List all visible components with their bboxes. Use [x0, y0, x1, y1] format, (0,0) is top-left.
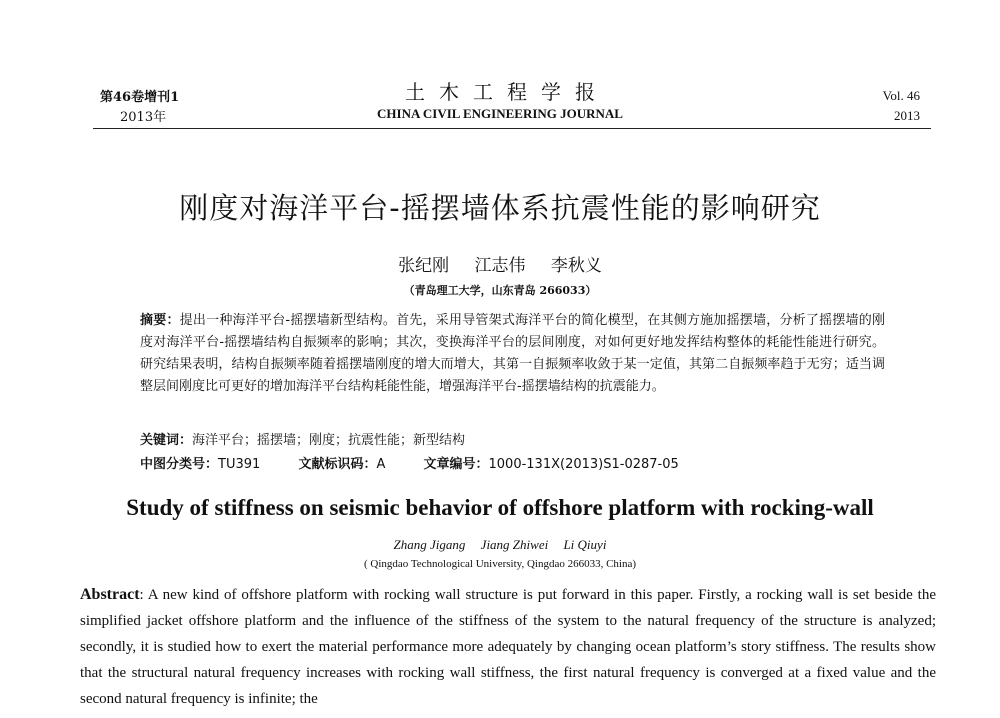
doc-code-label: 文献标识码：: [298, 457, 377, 472]
header-divider: [93, 128, 931, 129]
clc-value: TU391: [218, 457, 261, 472]
volume-year-en: 2013: [894, 108, 920, 123]
author-cn: 李秋义: [550, 256, 602, 276]
keywords-cn-text: 海洋平台；摇摆墙；刚度；抗震性能；新型结构: [192, 433, 466, 448]
journal-masthead: [0, 80, 1000, 124]
affiliation-en: ( Qingdao Technological University, Qingdao 266033, China): [363, 558, 637, 570]
author-cn: 张纪刚: [398, 256, 450, 276]
clc-label: 中图分类号：: [140, 457, 219, 472]
author-en: Li Qiuyi: [563, 537, 607, 552]
author-cn: 江志伟: [474, 256, 526, 276]
affiliation-cn: （青岛理工大学，山东青岛 266033）: [403, 284, 597, 297]
classification-line: [140, 454, 885, 476]
paper-title-cn: 刚度对海洋平台-摇摆墙体系抗震性能的影响研究: [179, 191, 821, 225]
abstract-en-text: : A new kind of offshore platform with rocking wall structure is put forward in this paper. Firstly, a rocking wall is set beside the simplified jacket offshore platform and the influence of the stiffness of the system to the natural frequency of the structure is analyzed; secondly, it is studied how to exert the material performance more adequately by changing ocean platform’s story stiffness. The results show that the structural natural frequency increases with rocking wall stiffness, the first natural frequency is converged at a fixed value and the second natural frequency is infinite; the: [80, 587, 936, 707]
abstract-cn-label: 摘要：: [140, 313, 180, 328]
abstract-cn-text: 提出一种海洋平台-摇摆墙新型结构。首先，采用导管架式海洋平台的简化模型，在其侧方施加摇摆墙，分析了摇摆墙的刚度对海洋平台-摇摆墙结构自振频率的影响；其次，变换海洋平台的层间刚度，对如何更好地发挥结构整体的耗能性能进行研究。研究结果表明，结构自振频率随着摇摆墙刚度的增大而增大，其第一自振频率收敛于某一定值，其第二自振频率趋于无穷；适当调整层间刚度比可更好的增加海洋平台结构耗能性能，增强海洋平台-摇摆墙结构的抗震能力。: [140, 313, 885, 394]
author-en: Jiang Zhiwei: [480, 537, 549, 552]
keywords-cn: [140, 430, 885, 452]
article-number-value: 1000-131X(2013)S1-0287-05: [488, 457, 679, 472]
volume-issue: 第46卷增刊1: [100, 90, 180, 105]
article-number-label: 文章编号：: [423, 457, 489, 472]
journal-name-cn: 土木工程学报: [405, 80, 609, 104]
journal-name-en: CHINA CIVIL ENGINEERING JOURNAL: [377, 106, 623, 121]
keywords-cn-label: 关键词：: [140, 433, 193, 448]
paper-title-en: Study of stiffness on seismic behavior of offshore platform with rocking-wall: [126, 495, 874, 520]
author-en: Zhang Jigang: [393, 537, 466, 552]
abstract-en: [80, 582, 936, 712]
authors-cn: [0, 254, 1000, 278]
volume-year: 2013年: [120, 110, 167, 125]
abstract-en-label: Abstract: [80, 586, 140, 603]
volume-number: Vol. 46: [882, 88, 920, 103]
abstract-cn: [140, 310, 885, 398]
doc-code-value: A: [376, 457, 386, 472]
volume-info-en: [883, 86, 920, 126]
authors-en: [0, 536, 1000, 554]
